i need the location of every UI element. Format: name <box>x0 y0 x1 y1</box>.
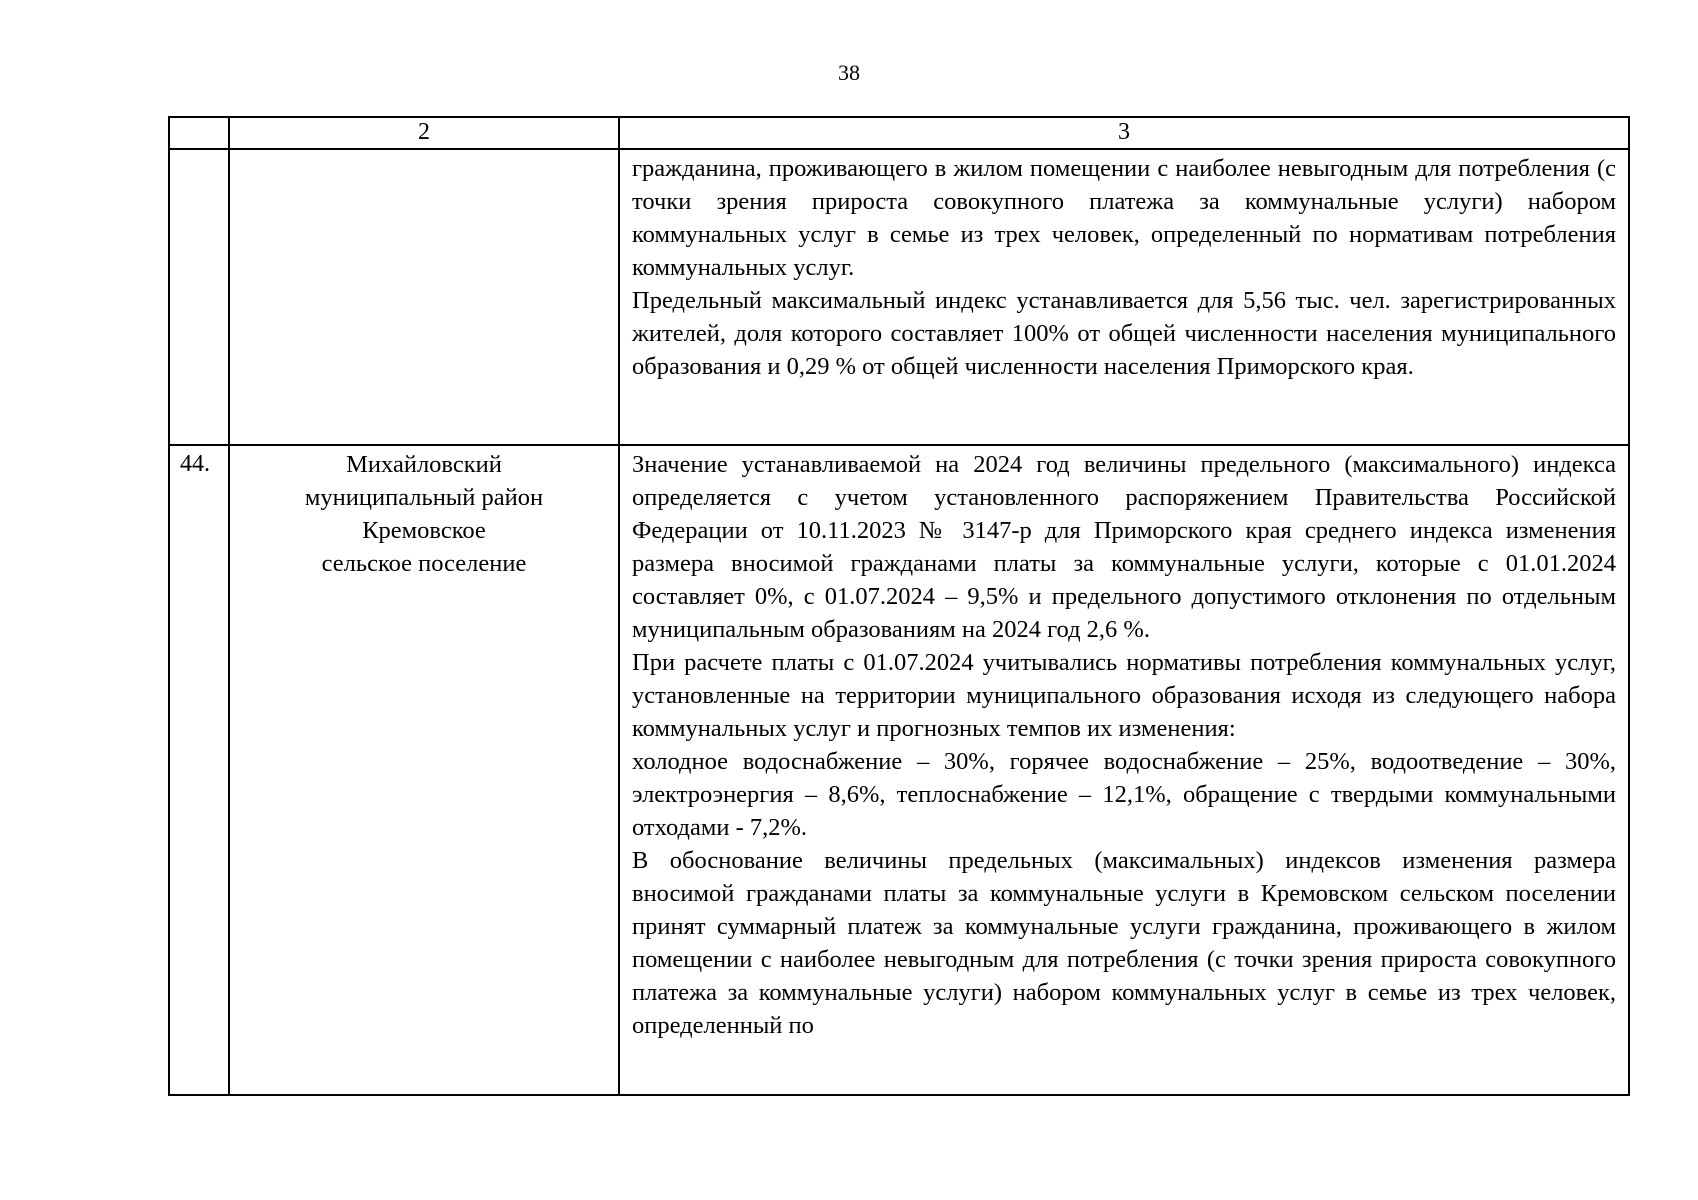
municipality-name-line: Кремовское <box>362 517 486 544</box>
header-cell-1 <box>169 117 229 149</box>
municipality-cell <box>229 149 619 445</box>
table-row <box>169 445 1629 1095</box>
header-cell-2: 2 <box>229 117 619 149</box>
description-paragraph: Предельный максимальный индекс устанавливается для 5,56 тыс. чел. зарегистрированных жителей, доля которого составляет 100% от общей численности населения муниципального образования и 0,29 % от общей численности населения Приморского края. <box>632 287 1616 380</box>
municipality-cell <box>229 445 619 1095</box>
description-paragraph: Значение устанавливаемой на 2024 год величины предельного (максимального) индекса определяется с учетом установленного распоряжением Правительства Российской Федерации от 10.11.2023 № 3147-р для Приморского края среднего индекса изменения размера вносимой гражданами платы за коммунальные услуги, которые с 01.01.2024 составляет 0%, с 01.07.2024 – 9,5% и предельного допустимого отклонения по отдельным муниципальным образованиям на 2024 год 2,6 %. <box>632 451 1616 643</box>
description-paragraph: холодное водоснабжение – 30%, горячее водоснабжение – 25%, водоотведение – 30%, электроэнергия – 8,6%, теплоснабжение – 12,1%, обращение с твердыми коммунальными отходами - 7,2%. <box>632 748 1616 841</box>
description-cell <box>619 445 1629 1095</box>
municipality-name-line: сельское поселение <box>321 550 527 577</box>
description-cell <box>619 149 1629 445</box>
table-row <box>169 149 1629 445</box>
description-paragraph: При расчете платы с 01.07.2024 учитывались нормативы потребления коммунальных услуг, установленные на территории муниципального образования исходя из следующего набора коммунальных услуг и прогнозных темпов их изменения: <box>632 649 1616 742</box>
header-cell-3: 3 <box>619 117 1629 149</box>
index-table <box>168 116 1630 1096</box>
table-header-row <box>169 117 1629 149</box>
description-paragraph: гражданина, проживающего в жилом помещении с наиболее невыгодным для потребления (с точки зрения прироста совокупного платежа за коммунальные услуги) набором коммунальных услуг в семье из трех человек, определенный по нормативам потребления коммунальных услуг. <box>632 155 1616 281</box>
row-number-cell <box>169 149 229 445</box>
municipality-name-line: Михайловский <box>346 451 502 478</box>
page-number: 38 <box>838 60 860 85</box>
description-paragraph: В обоснование величины предельных (максимальных) индексов изменения размера вносимой гражданами платы за коммунальные услуги в Кремовском сельском поселении принят суммарный платеж за коммунальные услуги гражданина, проживающего в жилом помещении с наиболее невыгодным для потребления (с точки зрения прироста совокупного платежа за коммунальные услуги) набором коммунальных услуг в семье из трех человек, определенный по <box>632 847 1616 1039</box>
municipality-name-line: муниципальный район <box>304 484 544 511</box>
row-number-cell: 44. <box>169 445 229 1095</box>
